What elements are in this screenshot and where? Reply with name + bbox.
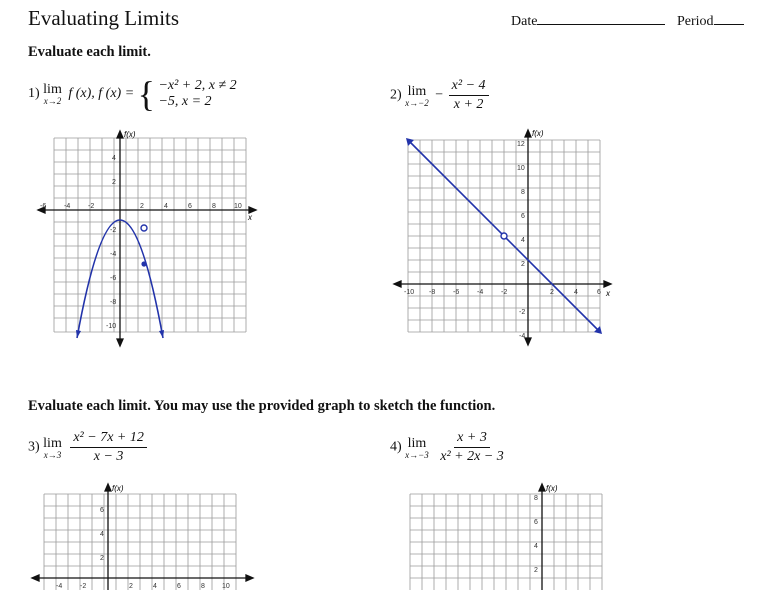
x-axis-label: x — [606, 289, 610, 298]
y-axis-label: f(x) — [546, 484, 558, 493]
period-field — [677, 10, 744, 30]
date-field — [511, 10, 665, 30]
x-tick: -6 — [453, 289, 460, 296]
problem-number: 1) — [28, 86, 40, 102]
x-tick: 8 — [212, 203, 216, 210]
axes — [539, 484, 545, 590]
lim-word: lim — [43, 435, 62, 451]
y-tick: -2 — [110, 227, 117, 234]
numerator: x² − 7x + 12 — [70, 430, 147, 448]
x-tick: 10 — [222, 583, 230, 590]
closed-point — [141, 261, 146, 266]
fraction — [70, 430, 147, 465]
lim-subscript: x→3 — [43, 449, 62, 460]
fraction — [449, 78, 489, 113]
x-tick: 6 — [177, 583, 181, 590]
y-tick: 2 — [521, 261, 525, 268]
axes — [32, 484, 253, 590]
x-tick: 6 — [597, 289, 601, 296]
axes — [38, 131, 256, 346]
y-tick: 6 — [100, 507, 104, 514]
x-tick: -8 — [429, 289, 436, 296]
y-tick: 2 — [112, 179, 116, 186]
period-label: Period — [677, 14, 714, 29]
y-tick: 2 — [100, 555, 104, 562]
y-tick: -4 — [110, 251, 117, 258]
y-tick: 6 — [521, 213, 525, 220]
y-axis-label: f(x) — [124, 130, 136, 139]
date-blank — [537, 10, 665, 25]
x-tick: -4 — [477, 289, 484, 296]
problem-number: 4) — [390, 439, 402, 455]
y-tick-labels — [517, 141, 525, 340]
x-tick: -2 — [88, 203, 95, 210]
y-tick: 4 — [100, 531, 104, 538]
lim-subscript: x→2 — [43, 96, 62, 106]
y-tick: 6 — [534, 519, 538, 526]
section2-instruction: Evaluate each limit. You may use the provided graph to sketch the function. — [28, 398, 496, 414]
graph-3 — [30, 482, 262, 590]
problem-number: 2) — [390, 87, 402, 103]
date-label: Date — [511, 14, 538, 29]
x-tick-labels — [56, 583, 230, 590]
y-tick: 10 — [517, 165, 525, 172]
x-tick-labels — [404, 289, 601, 296]
y-axis-label: f(x) — [112, 484, 124, 493]
denominator: x² + 2x − 3 — [440, 449, 504, 464]
y-tick: -4 — [519, 333, 526, 340]
y-tick: 4 — [521, 237, 525, 244]
open-point — [141, 225, 147, 231]
graph-4 — [400, 482, 632, 590]
graph-2 — [392, 128, 624, 350]
x-tick: 4 — [153, 583, 157, 590]
fraction — [437, 430, 507, 465]
lim-word: lim — [407, 435, 427, 451]
x-tick: 4 — [574, 289, 578, 296]
lim-subscript: x→−2 — [405, 97, 429, 108]
y-tick: -8 — [110, 299, 117, 306]
grid-lines — [410, 494, 602, 590]
open-point — [501, 233, 507, 239]
limit-operator — [405, 84, 429, 108]
grid-lines — [44, 494, 236, 590]
problem-2 — [390, 78, 491, 113]
grid-lines — [54, 138, 246, 332]
case-1: −x² + 2, x ≠ 2 — [158, 78, 237, 93]
y-tick: 12 — [517, 141, 525, 148]
problem-1 — [28, 74, 237, 114]
limit-operator — [43, 82, 62, 106]
x-tick: -10 — [404, 289, 415, 296]
graph-1 — [30, 128, 262, 350]
y-tick: -10 — [106, 323, 117, 330]
problem-4 — [390, 430, 509, 465]
x-tick: 4 — [164, 203, 168, 210]
y-tick: 4 — [112, 155, 116, 162]
piecewise-brace: { — [137, 74, 155, 114]
x-tick: 2 — [129, 583, 133, 590]
x-tick: 2 — [140, 203, 144, 210]
y-tick: 4 — [534, 543, 538, 550]
numerator: x² − 4 — [449, 78, 489, 96]
y-tick-labels — [534, 495, 538, 574]
negative-sign: − — [435, 87, 444, 103]
lim-subscript: x→−3 — [405, 449, 429, 460]
piecewise-cases — [158, 78, 236, 110]
x-tick: -2 — [501, 289, 508, 296]
y-tick: 8 — [521, 189, 525, 196]
x-tick: 8 — [201, 583, 205, 590]
section1-instruction: Evaluate each limit. — [28, 44, 151, 60]
x-tick: 6 — [188, 203, 192, 210]
y-tick: 8 — [534, 495, 538, 502]
x-tick: -4 — [56, 583, 63, 590]
y-tick: -6 — [110, 275, 117, 282]
denominator: x + 2 — [453, 97, 484, 112]
y-tick-labels — [106, 155, 116, 330]
limit-operator — [43, 436, 62, 460]
limit-operator — [405, 436, 429, 460]
y-tick: -2 — [519, 309, 526, 316]
period-blank — [714, 10, 744, 25]
denominator: x − 3 — [93, 449, 124, 464]
function-expression: f (x), f (x) = — [68, 86, 135, 101]
y-tick: 2 — [534, 567, 538, 574]
x-tick-labels — [40, 203, 242, 210]
y-axis-label: f(x) — [532, 129, 544, 138]
lim-word: lim — [43, 82, 62, 97]
numerator: x + 3 — [454, 430, 490, 448]
problem-3 — [28, 430, 149, 465]
x-axis-label: x — [248, 213, 252, 222]
x-tick: 10 — [234, 203, 242, 210]
x-tick: -2 — [80, 583, 87, 590]
case-2: −5, x = 2 — [158, 94, 212, 109]
x-tick: -6 — [40, 203, 47, 210]
lim-word: lim — [407, 83, 427, 99]
worksheet-title: Evaluating Limits — [28, 6, 180, 30]
problem-number: 3) — [28, 439, 40, 455]
x-tick: 2 — [550, 289, 554, 296]
x-tick: -4 — [64, 203, 71, 210]
